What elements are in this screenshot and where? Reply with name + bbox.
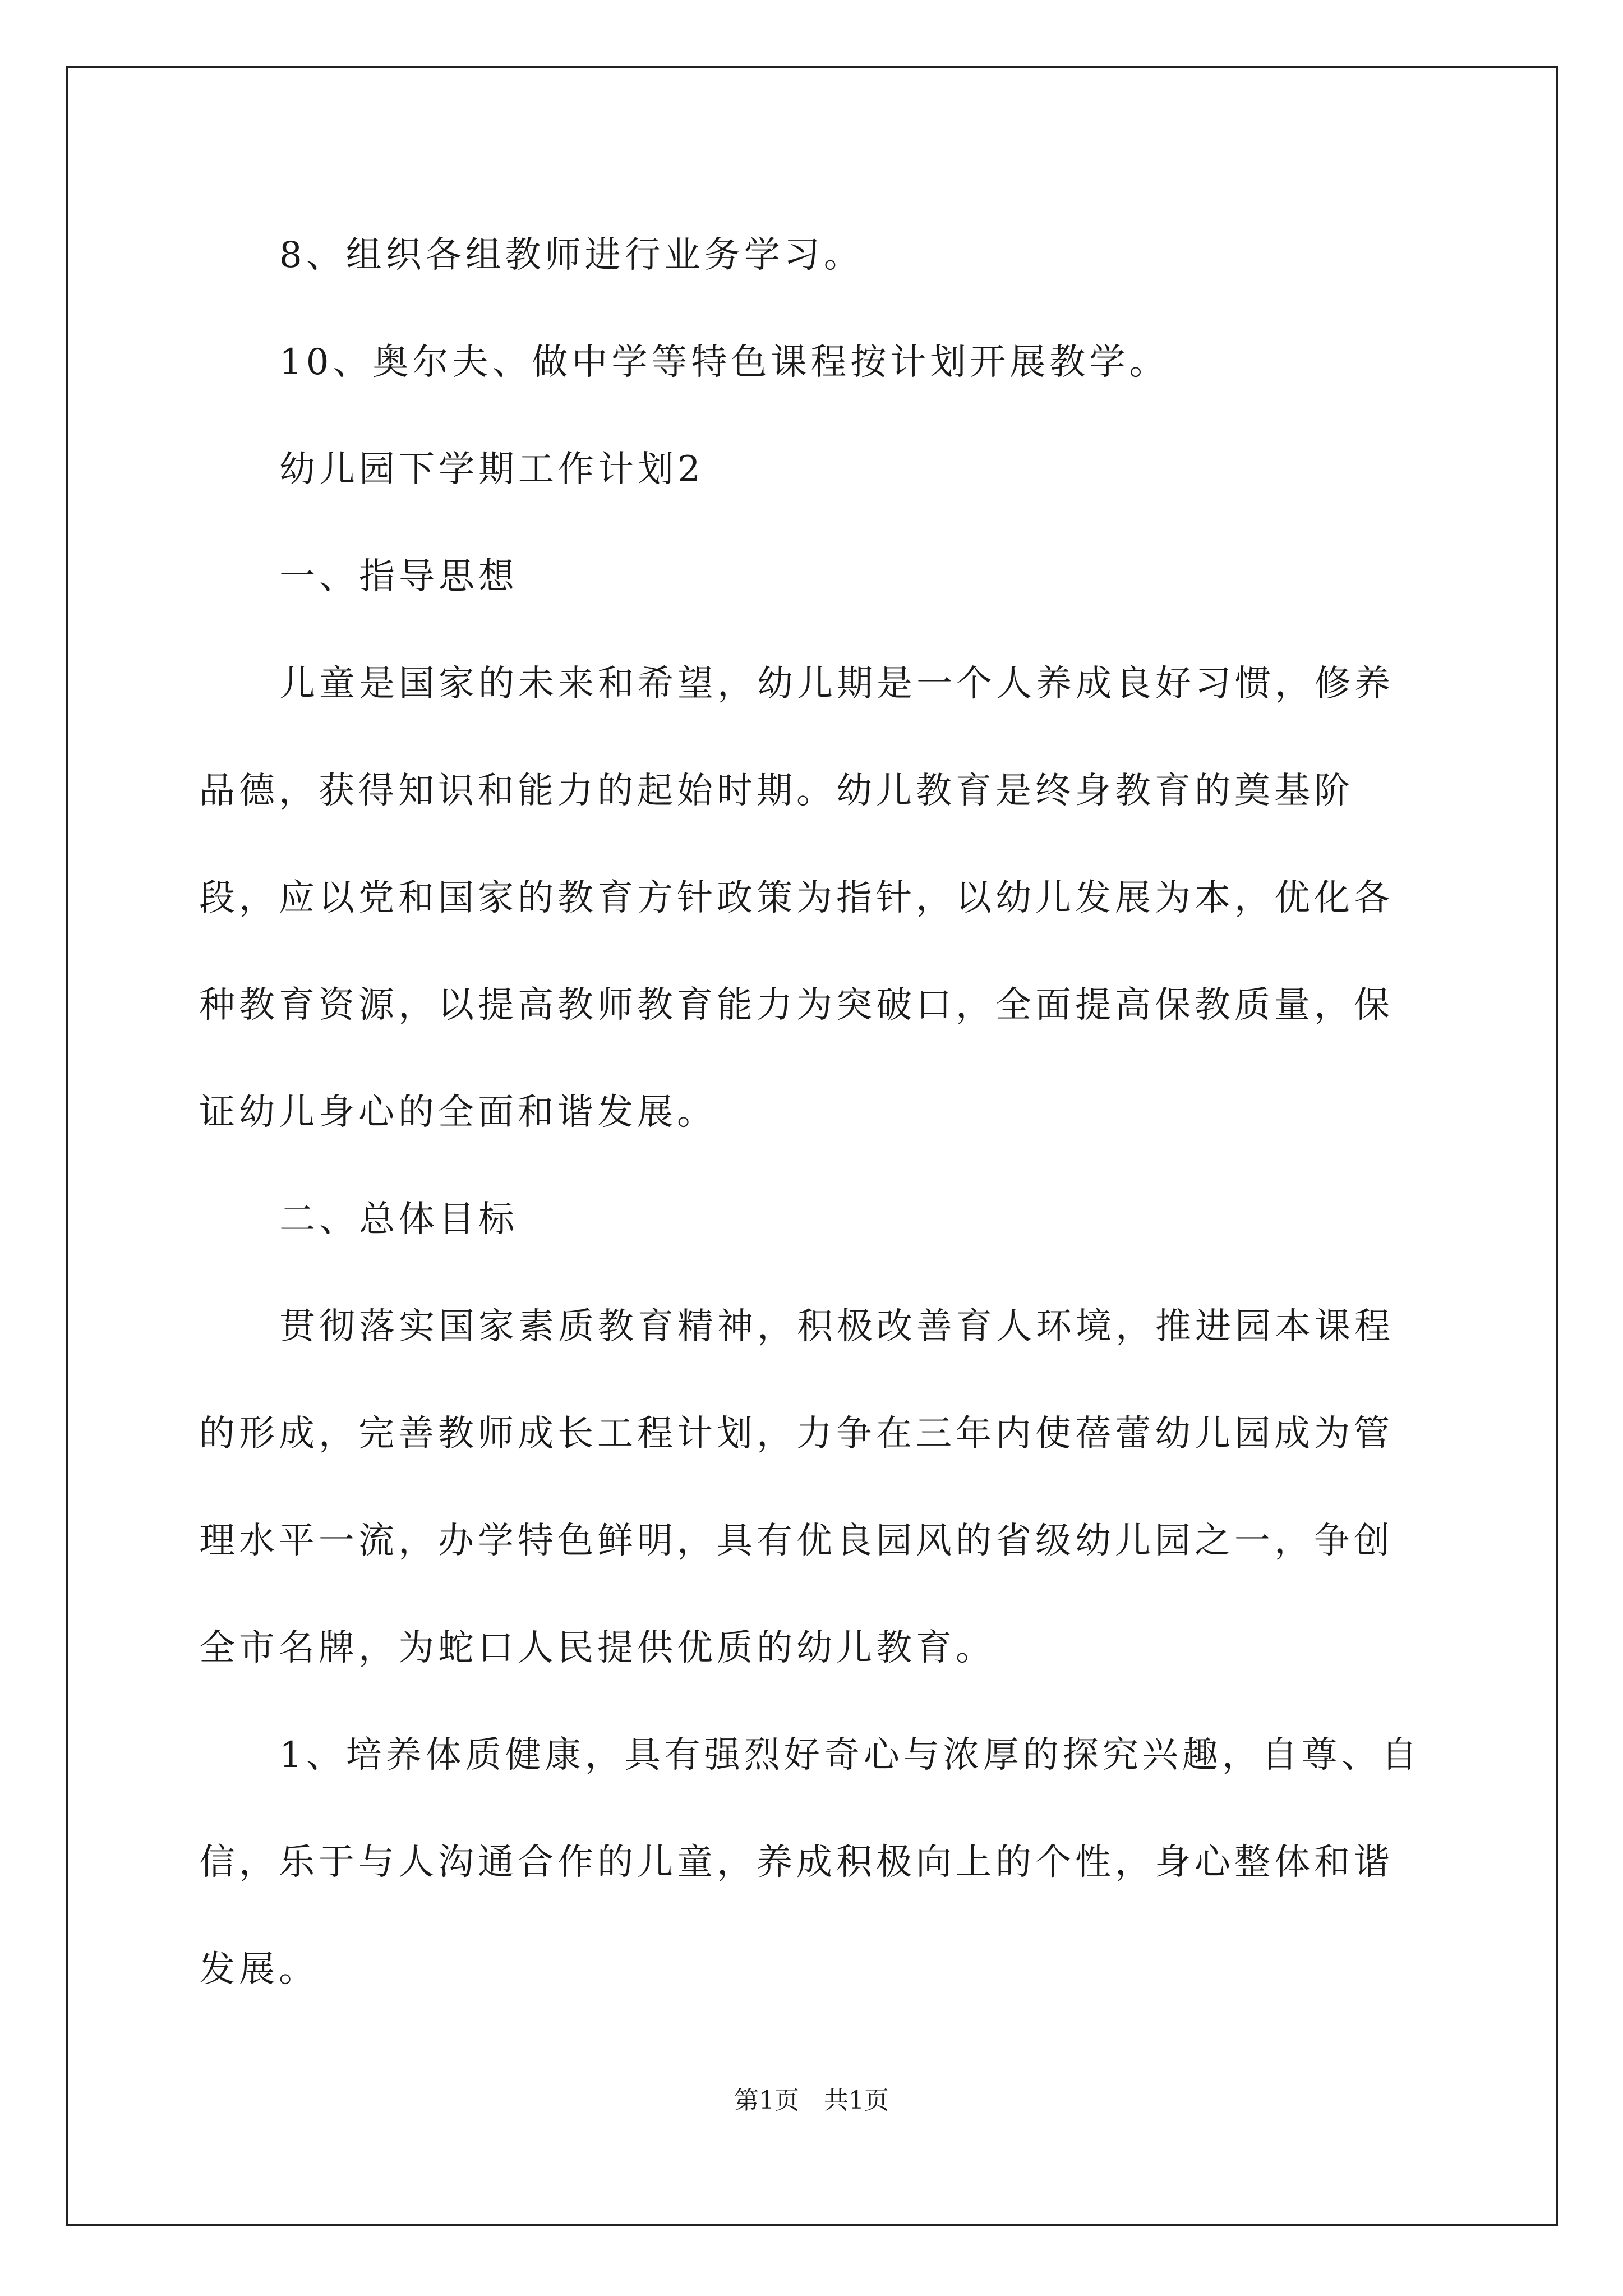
list-item-10: 10、奥尔夫、做中学等特色课程按计划开展教学。 [279, 342, 1169, 383]
page-footer: 第1页 共1页 [734, 2086, 889, 2115]
section-title: 幼儿园下学期工作计划2 [279, 449, 704, 490]
heading-overall-goals: 二、总体目标 [279, 1199, 518, 1240]
list-item-1: 1、培养体质健康，具有强烈好奇心与浓厚的探究兴趣，自尊、自信，乐于与人沟通合作的儿童，养成积极向上的个性，身心整体和谐发展。 [199, 1734, 1421, 1990]
heading-guiding-ideology: 一、指导思想 [279, 556, 518, 597]
document-body [199, 202, 1433, 2023]
paragraph-overall-goals: 贯彻落实国家素质教育精神，积极改善育人环境，推进园本课程的形成，完善教师成长工程计划，力争在三年内使蓓蕾幼儿园成为管理水平一流，办学特色鲜明，具有优良园风的省级幼儿园之一，争创全市名牌，为蛇口人民提供优质的幼儿教育。 [199, 1306, 1394, 1669]
list-item-8: 8、组织各组教师进行业务学习。 [279, 234, 864, 276]
paragraph-guiding-ideology: 儿童是国家的未来和希望，幼儿期是一个人养成良好习惯，修养品德，获得知识和能力的起始时期。幼儿教育是终身教育的奠基阶段，应以党和国家的教育方针政策为指针，以幼儿发展为本，优化各种教育资源，以提高教师教育能力为突破口，全面提高保教质量，保证幼儿身心的全面和谐发展。 [199, 663, 1394, 1133]
